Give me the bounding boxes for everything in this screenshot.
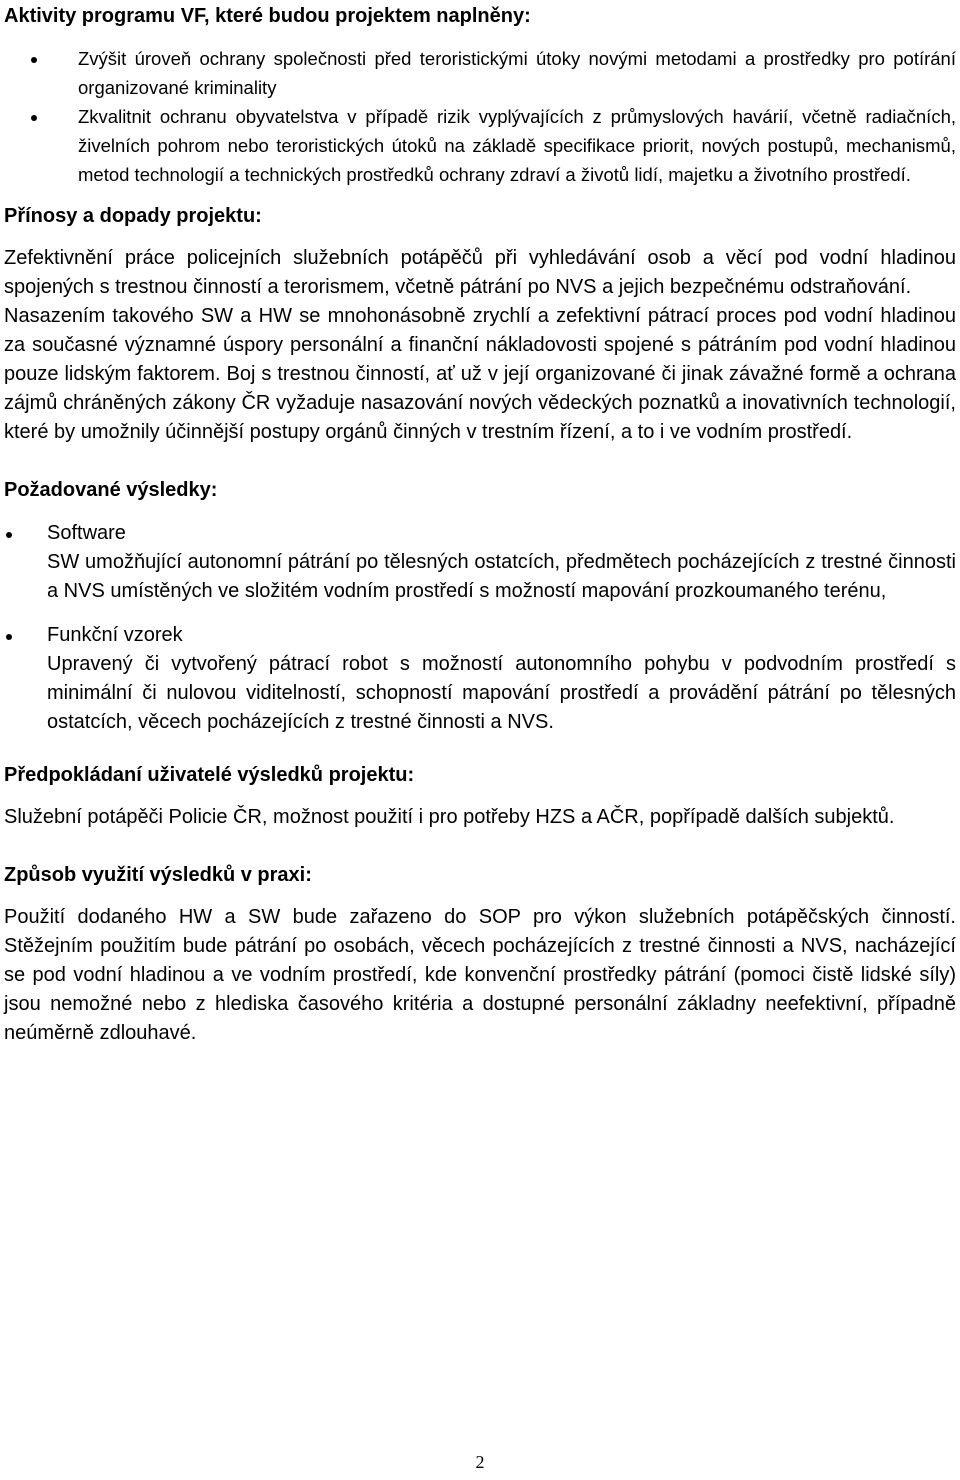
benefits-paragraph: Zefektivnění práce policejních služebních potápěčů při vyhledávání osob a věcí pod vodní hladinou spojených s trestnou činností a terorismem, včetně pátrání po NVS a jejich bezpečnému odstraňování.: [4, 247, 956, 298]
result-title: Software: [47, 522, 126, 544]
result-text: Upravený či vytvořený pátrací robot s možností autonomního pohybu v podvodním prostředí s minimální či nulovou viditelností, schopností mapování prostředí a provádění pátrání po tělesných ostatcích, věcech pocházejících z trestné činnosti a NVS.: [47, 653, 956, 733]
page-content: [4, 0, 956, 1048]
usage-paragraph: Použití dodaného HW a SW bude zařazeno do SOP pro výkon služebních potápěčských činností. Stěžejním použitím bude pátrání po osobách, věcech pocházejících z trestné činnosti a NVS, nacházející se pod vodní hladinou a ve vodním prostředí, kde konvenční prostředky pátrání (pomoci čistě lidské síly) jsou nemožné nebo z hlediska časového kritéria a dostupné personální základny neefektivní, případně neúměrně zdlouhavé.: [4, 906, 956, 1044]
list-item: [4, 621, 956, 737]
bullet-icon: [31, 57, 37, 63]
bullet-icon: [6, 532, 12, 538]
benefits-heading: Přínosy a dopady projektu:: [4, 205, 262, 227]
bullet-icon: [31, 115, 37, 121]
results-list: [4, 519, 956, 737]
page-number: 2: [475, 1452, 485, 1472]
list-item: [4, 44, 956, 102]
activities-list: [4, 44, 956, 189]
users-paragraph: Služební potápěči Policie ČR, možnost použití i pro potřeby HZS a AČR, popřípadě dalších subjektů.: [4, 806, 895, 828]
list-item: [4, 102, 956, 189]
results-heading: Požadované výsledky:: [4, 479, 218, 501]
list-item-text: Zvýšit úroveň ochrany společnosti před teroristickými útoky novými metodami a prostředky pro potírání organizované kriminality: [78, 48, 956, 98]
bullet-icon: [6, 634, 12, 640]
activities-heading: Aktivity programu VF, které budou projektem naplněny:: [4, 5, 531, 27]
benefits-paragraph: Nasazením takového SW a HW se mnohonásobně zrychlí a zefektivní pátrací proces pod vodní hladinou za současné významné úspory personální a finanční nákladovosti spojené s pátráním pod vodní hladinou pouze lidským faktorem. Boj s trestnou činností, ať už v její organizované či jinak závažné formě a ochrana zájmů chráněných zákony ČR vyžaduje nasazování nových vědeckých poznatků a inovativních technologií, které by umožnily účinnější postupy orgánů činných v trestním řízení, a to i ve vodním prostředí.: [4, 305, 956, 443]
result-text: SW umožňující autonomní pátrání po tělesných ostatcích, předmětech pocházejících z trestné činnosti a NVS umístěných ve složitém vodním prostředí s možností mapování prozkoumaného terénu,: [47, 551, 956, 602]
result-title: Funkční vzorek: [47, 624, 183, 646]
list-item-text: Zkvalitnit ochranu obyvatelstva v případě rizik vyplývajících z průmyslových havárií, včetně radiačních, živelních pohrom nebo teroristických útoků na základě specifikace priorit, nových postupů, mechanismů, metod technologií a technických prostředků ochrany zdraví a životů lidí, majetku a životního prostředí.: [78, 106, 956, 185]
users-heading: Předpokládaní uživatelé výsledků projektu:: [4, 764, 415, 786]
usage-heading: Způsob využití výsledků v praxi:: [4, 864, 312, 886]
list-item: [4, 519, 956, 606]
